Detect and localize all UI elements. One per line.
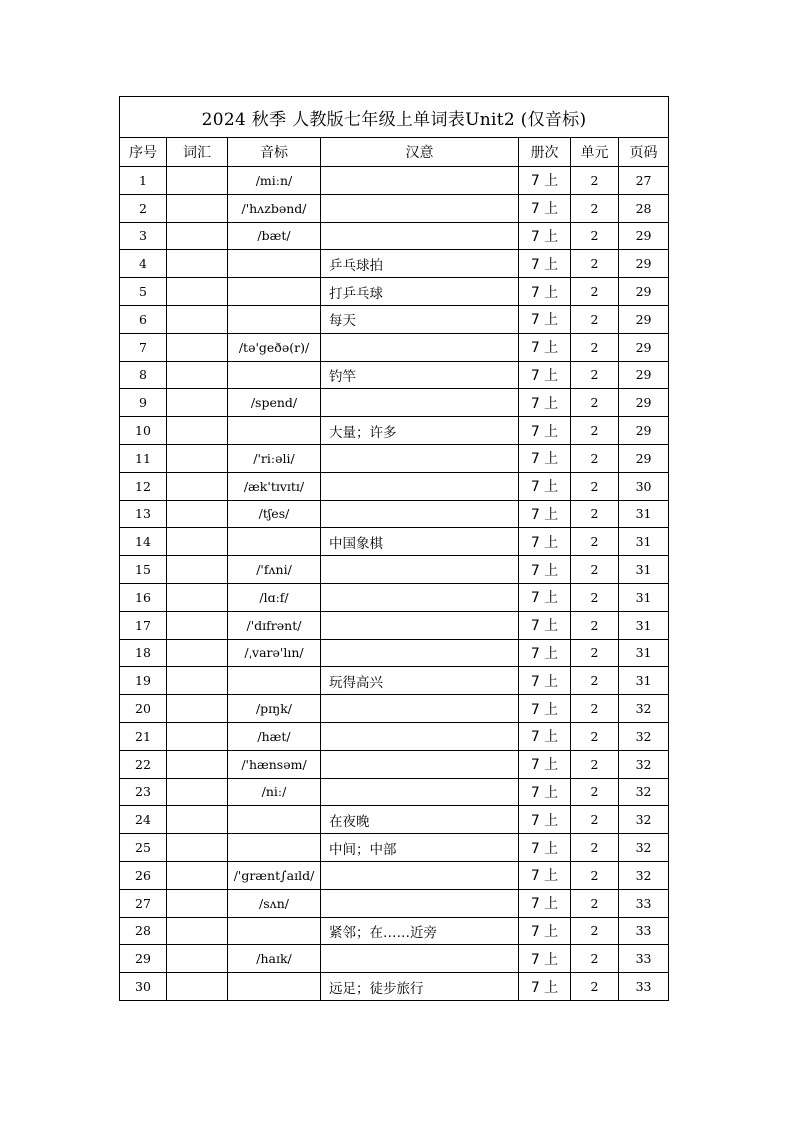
- cell-phonetic: /'riːəli/: [228, 444, 321, 472]
- table-row: [120, 333, 669, 361]
- title-row: [120, 97, 669, 138]
- cell-meaning: [321, 861, 519, 889]
- cell-word: [167, 806, 228, 834]
- cell-volume: 7 上: [519, 250, 571, 278]
- cell-phonetic: /pɪŋk/: [228, 695, 321, 723]
- cell-word: [167, 222, 228, 250]
- cell-meaning: [321, 778, 519, 806]
- header-row: [120, 138, 669, 167]
- cell-meaning: 远足；徒步旅行: [321, 973, 519, 1001]
- cell-meaning: [321, 722, 519, 750]
- cell-volume: 7 上: [519, 973, 571, 1001]
- cell-unit: 2: [571, 750, 619, 778]
- header-volume: 册次: [519, 138, 571, 167]
- cell-word: [167, 389, 228, 417]
- table-row: [120, 222, 669, 250]
- cell-unit: 2: [571, 667, 619, 695]
- cell-word: [167, 583, 228, 611]
- cell-volume: 7 上: [519, 222, 571, 250]
- cell-page: 28: [619, 194, 669, 222]
- cell-meaning: [321, 695, 519, 723]
- cell-word: [167, 417, 228, 445]
- cell-index: 1: [120, 167, 167, 195]
- cell-index: 22: [120, 750, 167, 778]
- cell-meaning: [321, 945, 519, 973]
- cell-index: 18: [120, 639, 167, 667]
- cell-unit: 2: [571, 834, 619, 862]
- cell-index: 29: [120, 945, 167, 973]
- cell-index: 2: [120, 194, 167, 222]
- header-word: 词汇: [167, 138, 228, 167]
- cell-unit: 2: [571, 778, 619, 806]
- cell-unit: 2: [571, 222, 619, 250]
- cell-word: [167, 333, 228, 361]
- table-row: [120, 194, 669, 222]
- cell-volume: 7 上: [519, 167, 571, 195]
- cell-volume: 7 上: [519, 695, 571, 723]
- cell-word: [167, 194, 228, 222]
- cell-volume: 7 上: [519, 834, 571, 862]
- cell-page: 29: [619, 444, 669, 472]
- cell-phonetic: [228, 973, 321, 1001]
- cell-unit: 2: [571, 917, 619, 945]
- cell-word: [167, 861, 228, 889]
- cell-volume: 7 上: [519, 361, 571, 389]
- cell-volume: 7 上: [519, 500, 571, 528]
- cell-word: [167, 778, 228, 806]
- cell-page: 31: [619, 528, 669, 556]
- cell-word: [167, 167, 228, 195]
- cell-page: 29: [619, 305, 669, 333]
- cell-volume: 7 上: [519, 917, 571, 945]
- table-body: [120, 167, 669, 1001]
- table-row: [120, 917, 669, 945]
- cell-index: 28: [120, 917, 167, 945]
- cell-meaning: 在夜晚: [321, 806, 519, 834]
- cell-phonetic: /lɑːf/: [228, 583, 321, 611]
- cell-word: [167, 695, 228, 723]
- cell-index: 17: [120, 611, 167, 639]
- cell-phonetic: /spend/: [228, 389, 321, 417]
- cell-volume: 7 上: [519, 750, 571, 778]
- cell-page: 32: [619, 722, 669, 750]
- cell-unit: 2: [571, 556, 619, 584]
- cell-index: 26: [120, 861, 167, 889]
- cell-page: 33: [619, 917, 669, 945]
- table-row: [120, 417, 669, 445]
- cell-unit: 2: [571, 444, 619, 472]
- cell-volume: 7 上: [519, 945, 571, 973]
- cell-volume: 7 上: [519, 806, 571, 834]
- cell-word: [167, 556, 228, 584]
- cell-volume: 7 上: [519, 583, 571, 611]
- cell-phonetic: [228, 361, 321, 389]
- cell-unit: 2: [571, 333, 619, 361]
- cell-meaning: [321, 333, 519, 361]
- cell-phonetic: [228, 917, 321, 945]
- cell-meaning: [321, 583, 519, 611]
- header-phonetic: 音标: [228, 138, 321, 167]
- cell-page: 31: [619, 611, 669, 639]
- cell-phonetic: /tə'geðə(r)/: [228, 333, 321, 361]
- cell-word: [167, 945, 228, 973]
- cell-phonetic: /ˌvarə'lın/: [228, 639, 321, 667]
- cell-phonetic: /haɪk/: [228, 945, 321, 973]
- cell-unit: 2: [571, 889, 619, 917]
- cell-phonetic: [228, 834, 321, 862]
- cell-index: 11: [120, 444, 167, 472]
- cell-word: [167, 528, 228, 556]
- cell-phonetic: [228, 305, 321, 333]
- cell-index: 23: [120, 778, 167, 806]
- table-row: [120, 278, 669, 306]
- cell-unit: 2: [571, 722, 619, 750]
- cell-page: 29: [619, 417, 669, 445]
- cell-phonetic: /bæt/: [228, 222, 321, 250]
- cell-phonetic: [228, 528, 321, 556]
- header-index: 序号: [120, 138, 167, 167]
- cell-unit: 2: [571, 361, 619, 389]
- cell-page: 31: [619, 556, 669, 584]
- cell-phonetic: /'hʌzbənd/: [228, 194, 321, 222]
- cell-volume: 7 上: [519, 528, 571, 556]
- cell-page: 33: [619, 889, 669, 917]
- table-row: [120, 528, 669, 556]
- cell-meaning: [321, 639, 519, 667]
- cell-unit: 2: [571, 945, 619, 973]
- cell-page: 33: [619, 973, 669, 1001]
- cell-meaning: 乒乓球拍: [321, 250, 519, 278]
- cell-word: [167, 278, 228, 306]
- cell-volume: 7 上: [519, 444, 571, 472]
- cell-word: [167, 250, 228, 278]
- cell-volume: 7 上: [519, 611, 571, 639]
- cell-meaning: 大量；许多: [321, 417, 519, 445]
- cell-index: 20: [120, 695, 167, 723]
- cell-page: 32: [619, 834, 669, 862]
- cell-word: [167, 889, 228, 917]
- table-row: [120, 361, 669, 389]
- cell-word: [167, 472, 228, 500]
- cell-meaning: [321, 444, 519, 472]
- cell-phonetic: [228, 806, 321, 834]
- cell-index: 10: [120, 417, 167, 445]
- cell-word: [167, 361, 228, 389]
- cell-volume: 7 上: [519, 389, 571, 417]
- cell-volume: 7 上: [519, 278, 571, 306]
- cell-word: [167, 917, 228, 945]
- table-row: [120, 167, 669, 195]
- cell-phonetic: /'hænsəm/: [228, 750, 321, 778]
- cell-word: [167, 444, 228, 472]
- cell-meaning: 中间；中部: [321, 834, 519, 862]
- header-page: 页码: [619, 138, 669, 167]
- cell-unit: 2: [571, 695, 619, 723]
- table-row: [120, 667, 669, 695]
- cell-volume: 7 上: [519, 194, 571, 222]
- cell-index: 12: [120, 472, 167, 500]
- cell-phonetic: /miːn/: [228, 167, 321, 195]
- table-row: [120, 695, 669, 723]
- cell-meaning: [321, 167, 519, 195]
- cell-page: 32: [619, 750, 669, 778]
- cell-meaning: [321, 194, 519, 222]
- cell-phonetic: /'grænt∫aɪld/: [228, 861, 321, 889]
- cell-meaning: [321, 889, 519, 917]
- cell-index: 6: [120, 305, 167, 333]
- table-row: [120, 889, 669, 917]
- cell-meaning: 每天: [321, 305, 519, 333]
- cell-volume: 7 上: [519, 417, 571, 445]
- table-row: [120, 611, 669, 639]
- cell-page: 33: [619, 945, 669, 973]
- cell-unit: 2: [571, 639, 619, 667]
- cell-meaning: 玩得高兴: [321, 667, 519, 695]
- cell-unit: 2: [571, 389, 619, 417]
- cell-unit: 2: [571, 806, 619, 834]
- table-row: [120, 305, 669, 333]
- table-row: [120, 500, 669, 528]
- cell-page: 29: [619, 361, 669, 389]
- cell-page: 29: [619, 389, 669, 417]
- table-row: [120, 444, 669, 472]
- cell-page: 32: [619, 861, 669, 889]
- table-row: [120, 973, 669, 1001]
- cell-volume: 7 上: [519, 861, 571, 889]
- table-row: [120, 722, 669, 750]
- table-row: [120, 861, 669, 889]
- cell-volume: 7 上: [519, 667, 571, 695]
- cell-phonetic: [228, 250, 321, 278]
- cell-page: 31: [619, 583, 669, 611]
- cell-unit: 2: [571, 611, 619, 639]
- cell-unit: 2: [571, 861, 619, 889]
- cell-index: 4: [120, 250, 167, 278]
- cell-phonetic: /'fʌni/: [228, 556, 321, 584]
- cell-index: 7: [120, 333, 167, 361]
- table-row: [120, 778, 669, 806]
- cell-volume: 7 上: [519, 556, 571, 584]
- cell-word: [167, 750, 228, 778]
- cell-page: 31: [619, 667, 669, 695]
- cell-index: 5: [120, 278, 167, 306]
- cell-unit: 2: [571, 278, 619, 306]
- cell-unit: 2: [571, 500, 619, 528]
- cell-page: 31: [619, 500, 669, 528]
- cell-page: 32: [619, 778, 669, 806]
- cell-phonetic: /æk'tɪvɪtɪ/: [228, 472, 321, 500]
- table-row: [120, 389, 669, 417]
- cell-meaning: [321, 389, 519, 417]
- cell-index: 30: [120, 973, 167, 1001]
- cell-meaning: [321, 750, 519, 778]
- cell-unit: 2: [571, 528, 619, 556]
- cell-page: 30: [619, 472, 669, 500]
- cell-page: 29: [619, 250, 669, 278]
- cell-unit: 2: [571, 583, 619, 611]
- cell-page: 29: [619, 333, 669, 361]
- cell-phonetic: [228, 417, 321, 445]
- cell-phonetic: /sʌn/: [228, 889, 321, 917]
- cell-volume: 7 上: [519, 472, 571, 500]
- cell-page: 32: [619, 695, 669, 723]
- cell-unit: 2: [571, 167, 619, 195]
- cell-phonetic: /niː/: [228, 778, 321, 806]
- cell-unit: 2: [571, 417, 619, 445]
- cell-index: 21: [120, 722, 167, 750]
- cell-index: 13: [120, 500, 167, 528]
- cell-phonetic: /'dɪfrənt/: [228, 611, 321, 639]
- cell-volume: 7 上: [519, 639, 571, 667]
- cell-volume: 7 上: [519, 889, 571, 917]
- cell-index: 16: [120, 583, 167, 611]
- cell-meaning: [321, 222, 519, 250]
- table-row: [120, 750, 669, 778]
- cell-index: 27: [120, 889, 167, 917]
- cell-unit: 2: [571, 250, 619, 278]
- cell-meaning: 打乒乓球: [321, 278, 519, 306]
- cell-meaning: [321, 500, 519, 528]
- cell-volume: 7 上: [519, 305, 571, 333]
- cell-unit: 2: [571, 305, 619, 333]
- cell-word: [167, 305, 228, 333]
- cell-word: [167, 611, 228, 639]
- cell-index: 25: [120, 834, 167, 862]
- cell-unit: 2: [571, 472, 619, 500]
- table-row: [120, 834, 669, 862]
- cell-word: [167, 834, 228, 862]
- cell-index: 9: [120, 389, 167, 417]
- cell-meaning: [321, 472, 519, 500]
- cell-index: 3: [120, 222, 167, 250]
- cell-volume: 7 上: [519, 778, 571, 806]
- cell-index: 19: [120, 667, 167, 695]
- cell-meaning: 钓竿: [321, 361, 519, 389]
- cell-page: 29: [619, 222, 669, 250]
- cell-page: 27: [619, 167, 669, 195]
- cell-unit: 2: [571, 973, 619, 1001]
- table-row: [120, 639, 669, 667]
- cell-volume: 7 上: [519, 333, 571, 361]
- cell-index: 15: [120, 556, 167, 584]
- cell-phonetic: /hæt/: [228, 722, 321, 750]
- table-title: 2024 秋季 人教版七年级上单词表Unit2 (仅音标): [120, 97, 669, 138]
- table-row: [120, 945, 669, 973]
- cell-word: [167, 667, 228, 695]
- cell-phonetic: [228, 278, 321, 306]
- cell-index: 24: [120, 806, 167, 834]
- table-row: [120, 472, 669, 500]
- table-row: [120, 556, 669, 584]
- vocabulary-table: [119, 96, 669, 1001]
- cell-word: [167, 722, 228, 750]
- cell-meaning: 紧邻；在……近旁: [321, 917, 519, 945]
- cell-page: 31: [619, 639, 669, 667]
- table-row: [120, 806, 669, 834]
- cell-volume: 7 上: [519, 722, 571, 750]
- table-row: [120, 583, 669, 611]
- header-unit: 单元: [571, 138, 619, 167]
- cell-index: 8: [120, 361, 167, 389]
- cell-index: 14: [120, 528, 167, 556]
- cell-word: [167, 973, 228, 1001]
- table-row: [120, 250, 669, 278]
- cell-word: [167, 500, 228, 528]
- cell-page: 32: [619, 806, 669, 834]
- cell-word: [167, 639, 228, 667]
- cell-meaning: 中国象棋: [321, 528, 519, 556]
- cell-meaning: [321, 611, 519, 639]
- cell-page: 29: [619, 278, 669, 306]
- cell-unit: 2: [571, 194, 619, 222]
- header-meaning: 汉意: [321, 138, 519, 167]
- cell-phonetic: [228, 667, 321, 695]
- cell-phonetic: /tʃes/: [228, 500, 321, 528]
- cell-meaning: [321, 556, 519, 584]
